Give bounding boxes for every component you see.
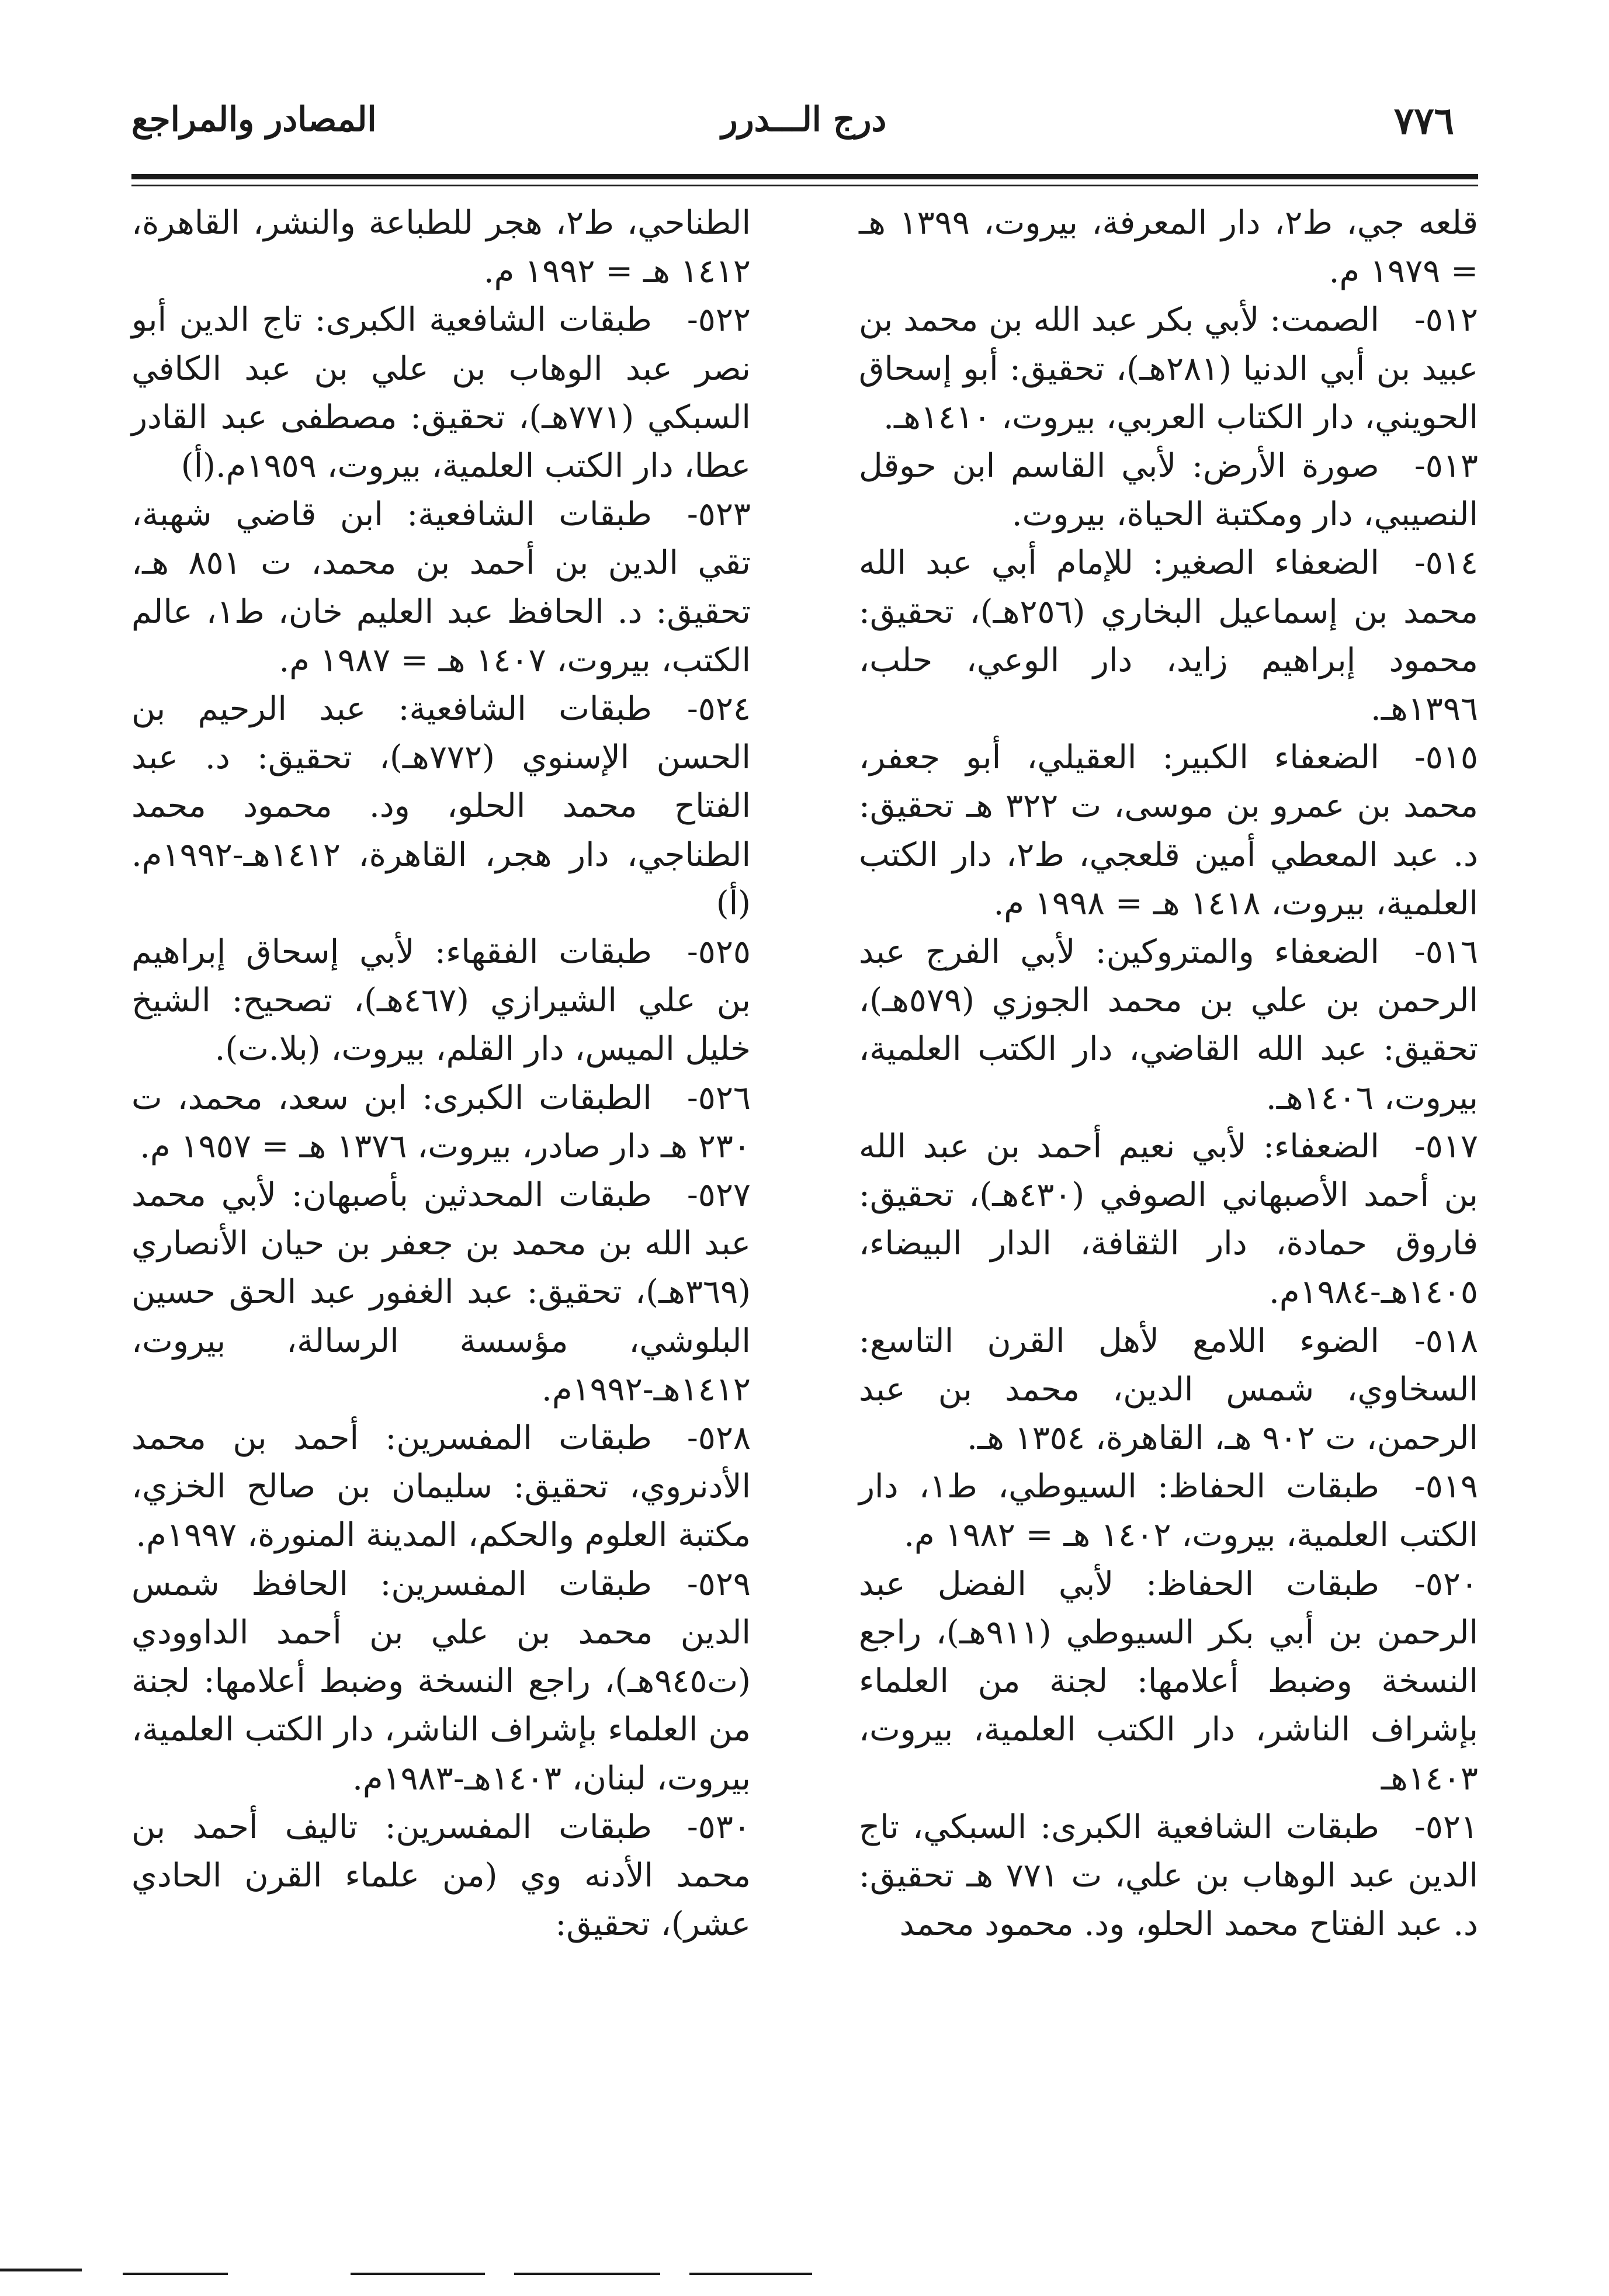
entry-number: ٥١٦-	[1414, 933, 1478, 972]
entry-title: الطبقات الكبرى:	[422, 1078, 652, 1117]
entry-number: ٥٢٨-	[686, 1419, 751, 1458]
entry-title: طبقات المفسرين:	[380, 1565, 652, 1603]
entry-text: الحافظ شمس الدين محمد بن علي بن أحمد الداوودي (ت٩٤٥هـ)، راجع النسخة وضبط أعلامها: لجنة من العلماء بإشراف الناشر، دار الكتب العلمية، بيروت، لبنان، ١٤٠٣هـ-١٩٨٣م.	[131, 1565, 751, 1798]
bibliography-entry	[131, 1171, 751, 1414]
entry-number: ٥٢٥-	[686, 933, 751, 972]
footer-rule-fragment	[351, 2273, 485, 2275]
running-section-title: المصادر والمراجع	[131, 99, 377, 139]
bibliography-entry	[131, 1074, 751, 1171]
header-rule-thin	[131, 185, 1478, 186]
bibliography-entry	[131, 1414, 751, 1560]
footer-rule-fragment	[0, 2269, 82, 2271]
entry-text: لأبي الفرج عبد الرحمن بن علي بن محمد الجوزي (٥٧٩هـ)، تحقيق: عبد الله القاضي، دار الكتب العلمية، بيروت، ١٤٠٦هـ.	[859, 933, 1478, 1117]
bibliography-entry	[859, 1122, 1478, 1317]
entry-number: ٥٢٣-	[686, 495, 751, 534]
bibliography-entry	[131, 199, 751, 296]
page-number: ٧٧٦	[1393, 99, 1454, 143]
entry-title: طبقات الشافعية:	[398, 690, 652, 729]
entry-text: تاليف أحمد بن محمد الأدنه وي (من علماء القرن الحادي عشر)، تحقيق:	[131, 1808, 751, 1944]
footer-rule-fragment	[514, 2273, 660, 2275]
entry-text: السخاوي، شمس الدين، محمد بن عبد الرحمن، ت ٩٠٢ هـ، القاهرة، ١٣٥٤ هـ.	[859, 1370, 1478, 1458]
entry-number: ٥١٣-	[1414, 447, 1478, 485]
entry-number: ٥٢٤-	[686, 690, 751, 729]
entry-number: ٥١٩-	[1414, 1468, 1478, 1506]
entry-number: ٥٢٢-	[686, 301, 751, 339]
entry-text: ابن سعد، محمد، ت ٢٣٠ هـ دار صادر، بيروت، ١٣٧٦ هـ = ١٩٥٧ م.	[131, 1078, 751, 1166]
bibliography-entry	[859, 1317, 1478, 1463]
entry-title: طبقات الحفاظ:	[1157, 1468, 1379, 1506]
entry-title: الضعفاء:	[1263, 1127, 1379, 1166]
entry-text: لأبي بكر عبد الله بن محمد بن عبيد بن أبي الدنيا (٢٨١هـ)، تحقيق: أبو إسحاق الحويني، دار الكتاب العربي، بيروت، ١٤١٠هـ.	[859, 301, 1478, 436]
entry-title: طبقات الفقهاء:	[435, 933, 652, 972]
entry-number: ٥٢١-	[1414, 1808, 1478, 1846]
entry-text: لأبي القاسم ابن حوقل النصيبي، دار ومكتبة الحياة، بيروت.	[859, 447, 1478, 534]
entry-text: قلعه جي، ط٢، دار المعرفة، بيروت، ١٣٩٩ هـ = ١٩٧٩ م.	[859, 204, 1479, 291]
entry-title: طبقات الشافعية الكبرى:	[314, 301, 652, 339]
bibliography-entry	[859, 1560, 1478, 1803]
entry-text: العقيلي، أبو جعفر، محمد بن عمرو بن موسى، ت ٣٢٢ هـ تحقيق: د. عبد المعطي أمين قلعجي، ط٢، دار الكتب العلمية، بيروت، ١٤١٨ هـ = ١٩٩٨ م.	[859, 738, 1478, 922]
entry-title: طبقات الحفاظ:	[1146, 1565, 1379, 1603]
entry-text: للإمام أبي عبد الله محمد بن إسماعيل البخاري (٢٥٦هـ)، تحقيق: محمود إبراهيم زايد، دار الوعي، حلب، ١٣٩٦هـ.	[859, 544, 1478, 729]
bibliography-entry	[131, 1560, 751, 1803]
bibliography-entry	[859, 1462, 1478, 1559]
entry-number: ٥٢٠-	[1414, 1565, 1478, 1603]
bibliography-entry	[131, 685, 751, 928]
entry-title: طبقات المفسرين:	[384, 1808, 652, 1846]
bibliography-entry	[131, 296, 751, 490]
bibliography-entry	[131, 490, 751, 685]
bibliography-entry	[859, 928, 1478, 1122]
entry-title: صورة الأرض:	[1192, 447, 1379, 485]
bibliography-entry	[859, 733, 1478, 928]
right-column	[859, 199, 1478, 1948]
bibliography-entry	[859, 199, 1478, 296]
entry-text: أحمد بن محمد الأدنروي، تحقيق: سليمان بن صالح الخزي، مكتبة العلوم والحكم، المدينة المنورة، ١٩٩٧م.	[131, 1419, 751, 1555]
bibliography-entry	[859, 1803, 1478, 1949]
entry-number: ٥٢٧-	[686, 1176, 751, 1215]
entry-number: ٥٢٩-	[686, 1565, 751, 1603]
bibliography-entry	[131, 1803, 751, 1949]
entry-text: السبكي، تاج الدين عبد الوهاب بن علي، ت ٧٧١ هـ تحقيق: د. عبد الفتاح محمد الحلو، ود. محمود محمد	[859, 1808, 1478, 1944]
running-book-title: درج الـــدرر	[721, 99, 887, 139]
entry-text: عبد الرحيم بن الحسن الإسنوي (٧٧٢هـ)، تحقيق: د. عبد الفتاح محمد الحلو، ود. محمود محمد الطناجي، دار هجر، القاهرة، ١٤١٢هـ-١٩٩٢م. (أ)	[131, 690, 751, 922]
entry-text: ابن قاضي شهبة، تقي الدين بن أحمد بن محمد، ت ٨٥١ هـ، تحقيق: د. الحافظ عبد العليم خان، ط١، عالم الكتب، بيروت، ١٤٠٧ هـ = ١٩٨٧ م.	[131, 495, 751, 679]
entry-text: السيوطي، ط١، دار الكتب العلمية، بيروت، ١٤٠٢ هـ = ١٩٨٢ م.	[859, 1468, 1478, 1555]
entry-text: لأبي محمد عبد الله بن محمد بن جعفر بن حيان الأنصاري (٣٦٩هـ)، تحقيق: عبد الغفور عبد الحق حسين البلوشي، مؤسسة الرسالة، بيروت، ١٤١٢هـ-١٩٩٢م.	[131, 1176, 751, 1409]
bibliography-entry	[131, 928, 751, 1074]
bibliography-entry	[859, 539, 1478, 733]
left-column	[131, 199, 751, 1948]
entry-number: ٥١٧-	[1414, 1127, 1478, 1166]
bibliography-entry	[859, 296, 1478, 442]
bibliography-entry	[859, 442, 1478, 539]
entry-text: تاج الدين أبو نصر عبد الوهاب بن علي بن عبد الكافي السبكي (٧٧١هـ)، تحقيق: مصطفى عبد القادر عطا، دار الكتب العلمية، بيروت، ١٩٥٩م.(أ)	[131, 301, 751, 485]
entry-number: ٥١٨-	[1414, 1322, 1478, 1360]
entry-title: الصمت:	[1270, 301, 1379, 339]
footer-rule-fragment	[123, 2273, 228, 2275]
entry-title: الضعفاء الصغير:	[1153, 544, 1379, 582]
entry-title: طبقات المفسرين:	[385, 1419, 652, 1458]
entry-number: ٥١٥-	[1414, 738, 1478, 777]
entry-text: لأبي إسحاق إبراهيم بن علي الشيرازي (٤٦٧هـ)، تصحيح: الشيخ خليل الميس، دار القلم، بيروت، (بلا.ت).	[131, 933, 751, 1069]
entry-number: ٥٣٠-	[686, 1808, 751, 1846]
entry-title: طبقات الشافعية الكبرى:	[1040, 1808, 1379, 1846]
entry-text: لأبي الفضل عبد الرحمن بن أبي بكر السيوطي (٩١١هـ)، راجع النسخة وضبط أعلامها: لجنة من العلماء بإشراف الناشر، دار الكتب العلمية، بيروت، ١٤٠٣هـ	[859, 1565, 1478, 1798]
header-rule-thick	[131, 174, 1478, 179]
entry-number: ٥٢٦-	[686, 1078, 751, 1117]
entry-title: الضعفاء الكبير:	[1162, 738, 1379, 777]
entry-title: الضعفاء والمتروكين:	[1095, 933, 1379, 972]
footer-rule-fragment	[689, 2273, 812, 2275]
entry-title: طبقات الشافعية:	[407, 495, 652, 534]
entry-number: ٥١٤-	[1414, 544, 1478, 582]
entry-title: الضوء اللامع لأهل القرن التاسع:	[859, 1322, 1379, 1360]
entry-text: لأبي نعيم أحمد بن عبد الله بن أحمد الأصبهاني الصوفي (٤٣٠هـ)، تحقيق: فاروق حمادة، دار الثقافة، الدار البيضاء، ١٤٠٥هـ-١٩٨٤م.	[859, 1127, 1478, 1312]
entry-title: طبقات المحدثين بأصبهان:	[291, 1176, 652, 1215]
entry-number: ٥١٢-	[1414, 301, 1478, 339]
entry-text: الطناحي، ط٢، هجر للطباعة والنشر، القاهرة، ١٤١٢ هـ = ١٩٩٢ م.	[131, 204, 751, 291]
